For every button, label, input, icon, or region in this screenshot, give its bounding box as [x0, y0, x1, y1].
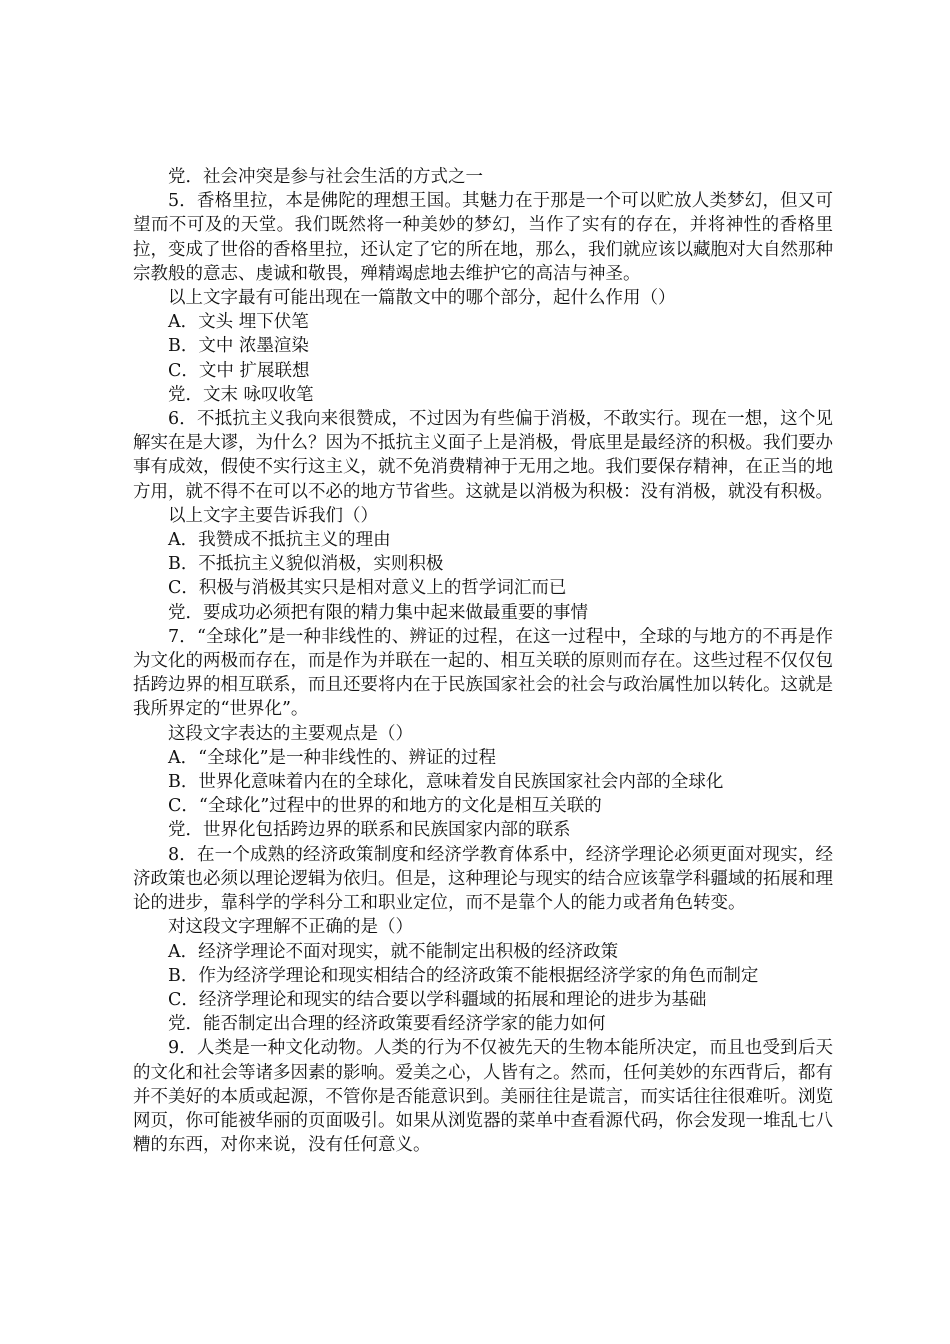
- text-line: A．文头 埋下伏笔: [168, 312, 309, 333]
- question-paragraph: 8．在一个成熟的经济政策制度和经济学教育体系中，经济学理论必须更面对现实，经济政策也必须以理论逻辑为依归。但是，这种理论与现实的结合应该靠学科疆域的拓展和理论的进步，靠科学的学科分工和职业定位，而不是靠个人的能力或者角色转变。: [133, 844, 833, 914]
- text-line: C．经济学理论和现实的结合要以学科疆域的拓展和理论的进步为基础: [168, 989, 707, 1010]
- text-line: A．“全球化”是一种非线性的、辨证的过程: [168, 747, 497, 768]
- text-line: A．我赞成不抵抗主义的理由: [168, 530, 391, 551]
- text-line: 以上文字最有可能出现在一篇散文中的哪个部分，起什么作用（）: [168, 288, 676, 309]
- text-line: 党．社会冲突是参与社会生活的方式之一: [168, 167, 483, 187]
- text-line: 党．文末 咏叹收笔: [168, 384, 314, 405]
- text-line: 党．世界化包括跨边界的联系和民族国家内部的联系: [168, 820, 571, 841]
- text-line: 党．能否制定出合理的经济政策要看经济学家的能力如何: [168, 1014, 606, 1035]
- text-line: C．积极与消极其实只是相对意义上的哲学词汇而已: [168, 578, 567, 599]
- question-paragraph: 6．不抵抗主义我向来很赞成，不过因为有些偏于消极，不敢实行。现在一想，这个见解实在是大谬，为什么？因为不抵抗主义面子上是消极，骨底里是最经济的积极。我们要办事有成效，假使不实行这主义，就不免消费精神于无用之地。我们要保存精神，在正当的地方用，就不得不在可以不必的地方节省些。这就是以消极为积极：没有消极，就没有积极。: [133, 409, 833, 502]
- text-line: C．“全球化”过程中的世界的和地方的文化是相互关联的: [168, 796, 602, 817]
- text-line: 这段文字表达的主要观点是（）: [168, 723, 413, 744]
- document-body: [133, 165, 833, 1157]
- text-line: B．文中 浓墨渲染: [168, 336, 309, 357]
- text-line: 以上文字主要告诉我们（）: [168, 505, 378, 526]
- question-paragraph: 5．香格里拉，本是佛陀的理想王国。其魅力在于那是一个可以贮放人类梦幻，但又可望而不可及的天堂。我们既然将一种美妙的梦幻，当作了实有的存在，并将神性的香格里拉，变成了世俗的香格里拉，还认定了它的所在地，那么，我们就应该以藏胞对大自然那种宗教般的意志、虔诚和敬畏，殚精竭虑地去维护它的高洁与神圣。: [133, 191, 833, 284]
- text-line: 党．要成功必须把有限的精力集中起来做最重要的事情: [168, 602, 588, 623]
- question-paragraph: 9．人类是一种文化动物。人类的行为不仅被先天的生物本能所决定，而且也受到后天的文化和社会等诸多因素的影响。爱美之心，人皆有之。然而，任何美妙的东西背后，都有并不美好的本质或起源，不管你是否能意识到。美丽往往是谎言，而实话往往很难听。浏览网页，你可能被华丽的页面吸引。如果从浏览器的菜单中查看源代码，你会发现一堆乱七八糟的东西，对你来说，没有任何意义。: [133, 1038, 833, 1156]
- text-line: B．世界化意味着内在的全球化，意味着发自民族国家社会内部的全球化: [168, 772, 724, 793]
- text-line: C．文中 扩展联想: [168, 360, 310, 381]
- text-line: B．作为经济学理论和现实相结合的经济政策不能根据经济学家的角色而制定: [168, 965, 759, 986]
- text-line: 对这段文字理解不正确的是（）: [168, 917, 413, 938]
- question-paragraph: 7．“全球化”是一种非线性的、辨证的过程，在这一过程中，全球的与地方的不再是作为文化的两极而存在，而是作为并联在一起的、相互关联的原则而存在。这些过程不仅仅包括跨边界的相互联系，而且还要将内在于民族国家社会的社会与政治属性加以转化。这就是我所界定的“世界化”。: [133, 626, 833, 720]
- text-line: B．不抵抗主义貌似消极，实则积极: [168, 554, 444, 575]
- text-line: A．经济学理论不面对现实，就不能制定出积极的经济政策: [168, 941, 619, 962]
